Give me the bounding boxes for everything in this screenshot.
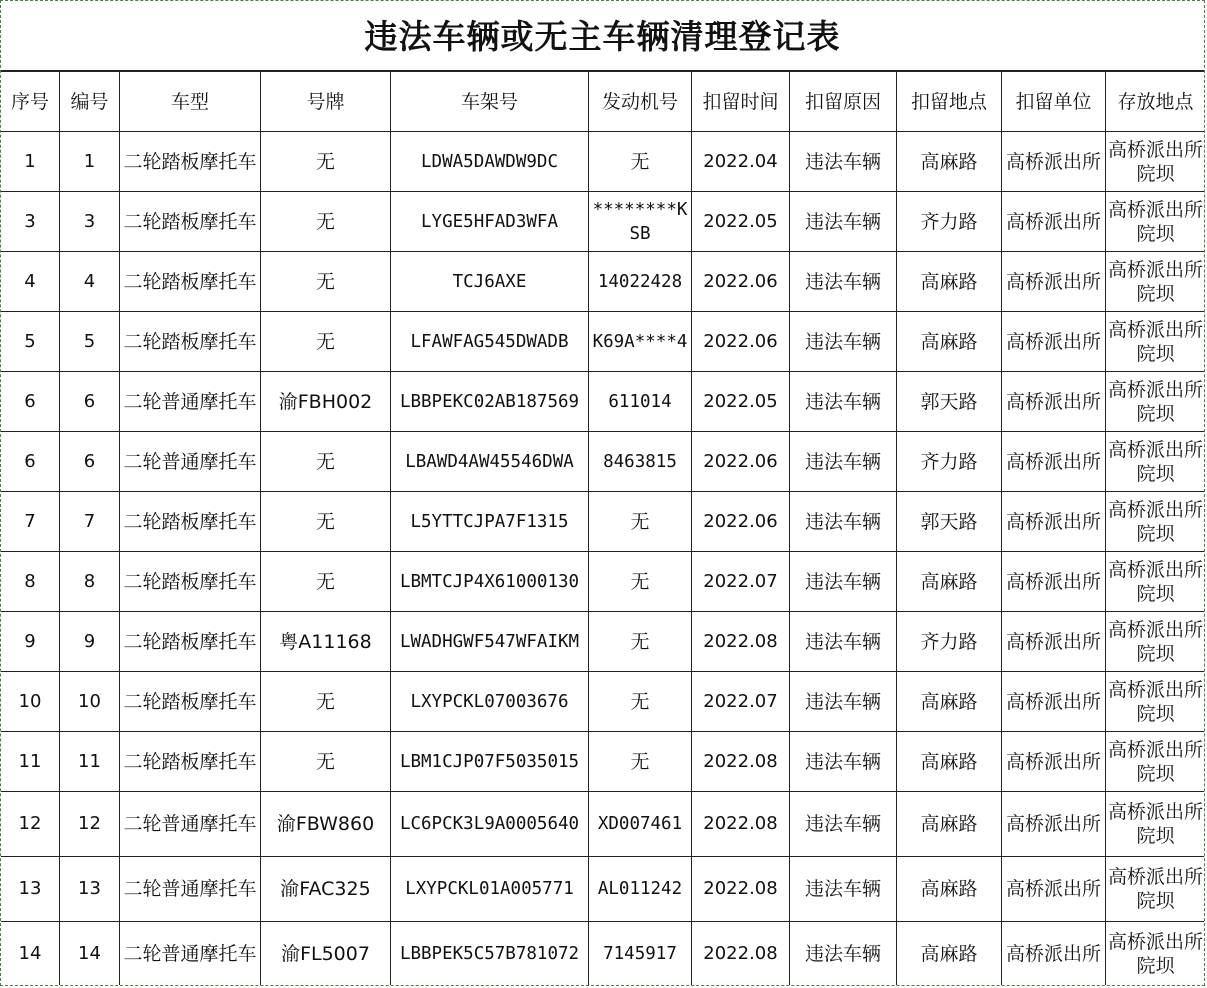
detain-unit-cell: 高桥派出所 (1002, 372, 1106, 432)
seq-cell: 6 (1, 432, 60, 492)
vehicle-type-cell: 二轮踏板摩托车 (120, 492, 261, 552)
detain-place-cell: 齐力路 (897, 612, 1002, 672)
detain-unit-cell: 高桥派出所 (1002, 432, 1106, 492)
detain-time-cell: 2022.06 (692, 432, 790, 492)
detain-place-cell: 高麻路 (897, 857, 1002, 922)
detain-reason-cell: 违法车辆 (790, 552, 897, 612)
storage-place-cell: 高桥派出所院坝 (1106, 192, 1206, 252)
engine-no-cell: ********KSB (589, 192, 692, 252)
plate-cell: 渝FL5007 (261, 922, 391, 987)
detain-unit-cell: 高桥派出所 (1002, 922, 1106, 987)
vehicle-type-cell: 二轮普通摩托车 (120, 432, 261, 492)
storage-place-cell: 高桥派出所院坝 (1106, 132, 1206, 192)
table-row (1, 252, 1206, 312)
register-table (0, 71, 1205, 986)
plate-cell: 无 (261, 192, 391, 252)
vehicle-type-cell: 二轮踏板摩托车 (120, 192, 261, 252)
detain-reason-cell: 违法车辆 (790, 492, 897, 552)
detain-place-cell: 高麻路 (897, 732, 1002, 792)
engine-no-cell: 7145917 (589, 922, 692, 987)
detain-time-cell: 2022.08 (692, 922, 790, 987)
seq-cell: 13 (1, 857, 60, 922)
vehicle-type-cell: 二轮踏板摩托车 (120, 252, 261, 312)
sheet-title: 违法车辆或无主车辆清理登记表 (1, 1, 1204, 71)
detain-place-cell: 高麻路 (897, 672, 1002, 732)
vin-cell: LBBPEK5C57B781072 (391, 922, 589, 987)
vin-cell: LBAWD4AW45546DWA (391, 432, 589, 492)
table-row (1, 552, 1206, 612)
code-cell: 11 (60, 732, 120, 792)
seq-cell: 5 (1, 312, 60, 372)
col-reason-header: 扣留原因 (790, 72, 897, 132)
storage-place-cell: 高桥派出所院坝 (1106, 612, 1206, 672)
vehicle-type-cell: 二轮踏板摩托车 (120, 552, 261, 612)
vehicle-type-cell: 二轮踏板摩托车 (120, 312, 261, 372)
col-code-header: 编号 (60, 72, 120, 132)
table-row (1, 432, 1206, 492)
col-unit-header: 扣留单位 (1002, 72, 1106, 132)
storage-place-cell: 高桥派出所院坝 (1106, 922, 1206, 987)
detain-unit-cell: 高桥派出所 (1002, 857, 1106, 922)
detain-time-cell: 2022.06 (692, 252, 790, 312)
detain-unit-cell: 高桥派出所 (1002, 252, 1106, 312)
engine-no-cell: 无 (589, 672, 692, 732)
detain-reason-cell: 违法车辆 (790, 432, 897, 492)
plate-cell: 无 (261, 132, 391, 192)
code-cell: 14 (60, 922, 120, 987)
detain-unit-cell: 高桥派出所 (1002, 732, 1106, 792)
plate-cell: 无 (261, 672, 391, 732)
code-cell: 7 (60, 492, 120, 552)
storage-place-cell: 高桥派出所院坝 (1106, 432, 1206, 492)
detain-unit-cell: 高桥派出所 (1002, 312, 1106, 372)
vin-cell: L5YTTCJPA7F1315 (391, 492, 589, 552)
detain-time-cell: 2022.06 (692, 312, 790, 372)
code-cell: 6 (60, 432, 120, 492)
seq-cell: 3 (1, 192, 60, 252)
detain-time-cell: 2022.07 (692, 672, 790, 732)
plate-cell: 渝FBW860 (261, 792, 391, 857)
detain-place-cell: 高麻路 (897, 312, 1002, 372)
detain-place-cell: 高麻路 (897, 922, 1002, 987)
engine-no-cell: 无 (589, 552, 692, 612)
plate-cell: 无 (261, 732, 391, 792)
code-cell: 4 (60, 252, 120, 312)
storage-place-cell: 高桥派出所院坝 (1106, 372, 1206, 432)
detain-unit-cell: 高桥派出所 (1002, 792, 1106, 857)
plate-cell: 无 (261, 552, 391, 612)
detain-reason-cell: 违法车辆 (790, 312, 897, 372)
storage-place-cell: 高桥派出所院坝 (1106, 672, 1206, 732)
vin-cell: TCJ6AXE (391, 252, 589, 312)
seq-cell: 8 (1, 552, 60, 612)
storage-place-cell: 高桥派出所院坝 (1106, 312, 1206, 372)
detain-reason-cell: 违法车辆 (790, 672, 897, 732)
table-row (1, 732, 1206, 792)
table-row (1, 672, 1206, 732)
detain-unit-cell: 高桥派出所 (1002, 492, 1106, 552)
col-type-header: 车型 (120, 72, 261, 132)
table-row (1, 192, 1206, 252)
vehicle-type-cell: 二轮普通摩托车 (120, 792, 261, 857)
storage-place-cell: 高桥派出所院坝 (1106, 252, 1206, 312)
storage-place-cell: 高桥派出所院坝 (1106, 857, 1206, 922)
seq-cell: 12 (1, 792, 60, 857)
col-seq-header: 序号 (1, 72, 60, 132)
detain-unit-cell: 高桥派出所 (1002, 192, 1106, 252)
col-engine-header: 发动机号 (589, 72, 692, 132)
code-cell: 1 (60, 132, 120, 192)
detain-place-cell: 齐力路 (897, 192, 1002, 252)
detain-unit-cell: 高桥派出所 (1002, 672, 1106, 732)
table-row (1, 792, 1206, 857)
table-row (1, 132, 1206, 192)
vin-cell: LDWA5DAWDW9DC (391, 132, 589, 192)
vehicle-type-cell: 二轮踏板摩托车 (120, 732, 261, 792)
engine-no-cell: K69A****4 (589, 312, 692, 372)
seq-cell: 1 (1, 132, 60, 192)
plate-cell: 粤A11168 (261, 612, 391, 672)
plate-cell: 无 (261, 432, 391, 492)
header-row (1, 72, 1206, 132)
code-cell: 10 (60, 672, 120, 732)
code-cell: 5 (60, 312, 120, 372)
vin-cell: LBBPEKC02AB187569 (391, 372, 589, 432)
detain-place-cell: 郭天路 (897, 372, 1002, 432)
detain-place-cell: 郭天路 (897, 492, 1002, 552)
engine-no-cell: 8463815 (589, 432, 692, 492)
detain-time-cell: 2022.05 (692, 192, 790, 252)
engine-no-cell: XD007461 (589, 792, 692, 857)
storage-place-cell: 高桥派出所院坝 (1106, 492, 1206, 552)
detain-unit-cell: 高桥派出所 (1002, 612, 1106, 672)
col-plate-header: 号牌 (261, 72, 391, 132)
vin-cell: LXYPCKL01A005771 (391, 857, 589, 922)
vin-cell: LC6PCK3L9A0005640 (391, 792, 589, 857)
engine-no-cell: 无 (589, 132, 692, 192)
vehicle-type-cell: 二轮踏板摩托车 (120, 132, 261, 192)
seq-cell: 14 (1, 922, 60, 987)
code-cell: 6 (60, 372, 120, 432)
detain-time-cell: 2022.07 (692, 552, 790, 612)
detain-time-cell: 2022.08 (692, 612, 790, 672)
vin-cell: LYGE5HFAD3WFA (391, 192, 589, 252)
vin-cell: LXYPCKL07003676 (391, 672, 589, 732)
storage-place-cell: 高桥派出所院坝 (1106, 732, 1206, 792)
engine-no-cell: 611014 (589, 372, 692, 432)
engine-no-cell: 无 (589, 732, 692, 792)
vin-cell: LBMTCJP4X61000130 (391, 552, 589, 612)
detain-reason-cell: 违法车辆 (790, 192, 897, 252)
detain-reason-cell: 违法车辆 (790, 792, 897, 857)
table-row (1, 372, 1206, 432)
vehicle-type-cell: 二轮踏板摩托车 (120, 672, 261, 732)
table-row (1, 312, 1206, 372)
detain-place-cell: 高麻路 (897, 252, 1002, 312)
detain-reason-cell: 违法车辆 (790, 612, 897, 672)
engine-no-cell: 无 (589, 492, 692, 552)
col-time-header: 扣留时间 (692, 72, 790, 132)
detain-reason-cell: 违法车辆 (790, 857, 897, 922)
vehicle-type-cell: 二轮普通摩托车 (120, 372, 261, 432)
detain-unit-cell: 高桥派出所 (1002, 552, 1106, 612)
detain-time-cell: 2022.08 (692, 732, 790, 792)
code-cell: 3 (60, 192, 120, 252)
vin-cell: LWADHGWF547WFAIKM (391, 612, 589, 672)
code-cell: 13 (60, 857, 120, 922)
detain-reason-cell: 违法车辆 (790, 922, 897, 987)
detain-unit-cell: 高桥派出所 (1002, 132, 1106, 192)
seq-cell: 4 (1, 252, 60, 312)
table-row (1, 612, 1206, 672)
vehicle-type-cell: 二轮普通摩托车 (120, 857, 261, 922)
plate-cell: 无 (261, 312, 391, 372)
detain-time-cell: 2022.08 (692, 792, 790, 857)
plate-cell: 无 (261, 492, 391, 552)
engine-no-cell: AL011242 (589, 857, 692, 922)
detain-time-cell: 2022.06 (692, 492, 790, 552)
detain-reason-cell: 违法车辆 (790, 132, 897, 192)
plate-cell: 无 (261, 252, 391, 312)
detain-place-cell: 齐力路 (897, 432, 1002, 492)
seq-cell: 11 (1, 732, 60, 792)
table-row (1, 857, 1206, 922)
seq-cell: 6 (1, 372, 60, 432)
detain-time-cell: 2022.04 (692, 132, 790, 192)
detain-place-cell: 高麻路 (897, 552, 1002, 612)
detain-place-cell: 高麻路 (897, 132, 1002, 192)
engine-no-cell: 14022428 (589, 252, 692, 312)
detain-time-cell: 2022.05 (692, 372, 790, 432)
code-cell: 12 (60, 792, 120, 857)
vin-cell: LBM1CJP07F5035015 (391, 732, 589, 792)
table-body (1, 132, 1206, 987)
col-vin-header: 车架号 (391, 72, 589, 132)
plate-cell: 渝FBH002 (261, 372, 391, 432)
seq-cell: 10 (1, 672, 60, 732)
vin-cell: LFAWFAG545DWADB (391, 312, 589, 372)
vehicle-type-cell: 二轮普通摩托车 (120, 922, 261, 987)
code-cell: 9 (60, 612, 120, 672)
seq-cell: 7 (1, 492, 60, 552)
storage-place-cell: 高桥派出所院坝 (1106, 552, 1206, 612)
table-row (1, 922, 1206, 987)
vehicle-type-cell: 二轮踏板摩托车 (120, 612, 261, 672)
seq-cell: 9 (1, 612, 60, 672)
col-place-header: 扣留地点 (897, 72, 1002, 132)
detain-reason-cell: 违法车辆 (790, 372, 897, 432)
plate-cell: 渝FAC325 (261, 857, 391, 922)
storage-place-cell: 高桥派出所院坝 (1106, 792, 1206, 857)
table-row (1, 492, 1206, 552)
engine-no-cell: 无 (589, 612, 692, 672)
detain-place-cell: 高麻路 (897, 792, 1002, 857)
code-cell: 8 (60, 552, 120, 612)
detain-time-cell: 2022.08 (692, 857, 790, 922)
detain-reason-cell: 违法车辆 (790, 252, 897, 312)
detain-reason-cell: 违法车辆 (790, 732, 897, 792)
col-storage-header: 存放地点 (1106, 72, 1206, 132)
